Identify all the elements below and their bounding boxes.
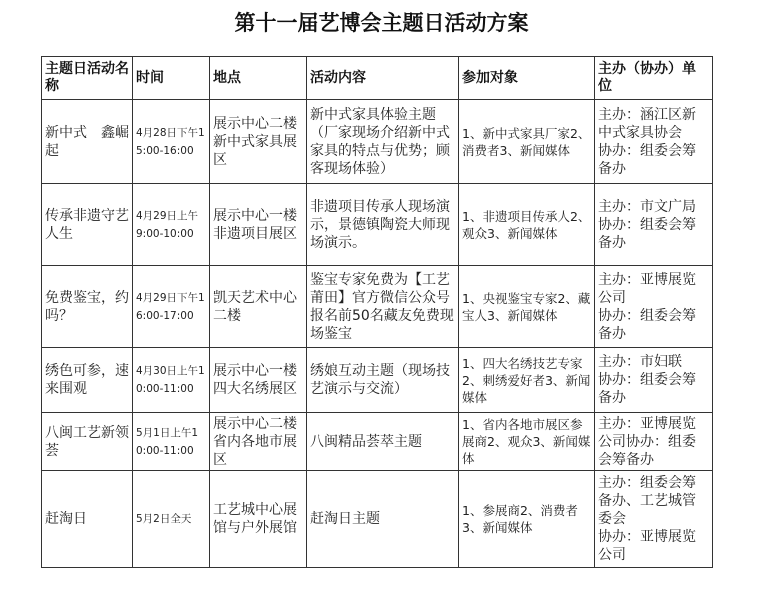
cell-content: 赶淘日主题 bbox=[307, 471, 459, 568]
page-title: 第十一届艺博会主题日活动方案 bbox=[234, 10, 529, 35]
organizer-text bbox=[598, 474, 709, 564]
organizer-text bbox=[598, 353, 709, 407]
table-row bbox=[42, 100, 713, 184]
cell-time: 4月29日下午16:00-17:00 bbox=[133, 266, 210, 348]
table-row bbox=[42, 413, 713, 471]
cell-time: 4月28日下午15:00-16:00 bbox=[133, 100, 210, 184]
cell-content: 绣娘互动主题（现场技艺演示与交流） bbox=[307, 348, 459, 413]
header-time: 时间 bbox=[133, 57, 210, 100]
cell-name: 八闽工艺新领荟 bbox=[42, 413, 133, 471]
cell-audience: 1、参展商2、消费者3、新闻媒体 bbox=[459, 471, 595, 568]
header-organizer: 主办（协办）单位 bbox=[595, 57, 713, 100]
cell-name: 免费鉴宝，约吗？ bbox=[42, 266, 133, 348]
table-row bbox=[42, 184, 713, 266]
organizer-line: 主办：亚博展览公司协办：组委会筹备办 bbox=[598, 415, 696, 468]
organizer-line: 主办：市文广局 bbox=[598, 198, 696, 215]
cell-time: 5月2日全天 bbox=[133, 471, 210, 568]
cell-content: 非遗项目传承人现场演示，景德镇陶瓷大师现场演示。 bbox=[307, 184, 459, 266]
cell-organizer bbox=[595, 471, 713, 568]
organizer-line: 主办：亚博展览公司 bbox=[598, 271, 696, 306]
table-header-row bbox=[42, 57, 713, 100]
cell-content: 八闽精品荟萃主题 bbox=[307, 413, 459, 471]
table-row bbox=[42, 471, 713, 568]
organizer-text bbox=[598, 106, 709, 178]
cell-place: 展示中心二楼省内各地市展区 bbox=[210, 413, 307, 471]
organizer-text bbox=[598, 415, 709, 469]
header-place: 地点 bbox=[210, 57, 307, 100]
organizer-line: 主办：涵江区新中式家具协会 bbox=[598, 106, 696, 141]
cell-audience: 1、新中式家具厂家2、消费者3、新闻媒体 bbox=[459, 100, 595, 184]
cell-organizer bbox=[595, 100, 713, 184]
cell-organizer bbox=[595, 348, 713, 413]
organizer-text bbox=[598, 271, 709, 343]
organizer-line: 协办：组委会筹备办 bbox=[598, 307, 696, 342]
header-audience: 参加对象 bbox=[459, 57, 595, 100]
cell-place: 展示中心一楼非遗项目展区 bbox=[210, 184, 307, 266]
cell-time: 5月1日上午10:00-11:00 bbox=[133, 413, 210, 471]
table-row bbox=[42, 348, 713, 413]
cell-audience: 1、央视鉴宝专家2、藏宝人3、新闻媒体 bbox=[459, 266, 595, 348]
cell-place: 展示中心二楼新中式家具展区 bbox=[210, 100, 307, 184]
cell-organizer bbox=[595, 184, 713, 266]
organizer-text bbox=[598, 198, 709, 252]
cell-audience: 1、四大名绣技艺专家2、刺绣爱好者3、新闻媒体 bbox=[459, 348, 595, 413]
cell-place: 凯天艺术中心二楼 bbox=[210, 266, 307, 348]
organizer-line: 协办：组委会筹备办 bbox=[598, 142, 696, 177]
cell-time: 4月30日上午10:00-11:00 bbox=[133, 348, 210, 413]
header-content: 活动内容 bbox=[307, 57, 459, 100]
cell-name: 赶淘日 bbox=[42, 471, 133, 568]
cell-organizer bbox=[595, 413, 713, 471]
organizer-line: 协办：组委会筹备办 bbox=[598, 372, 696, 406]
cell-name: 传承非遗守艺人生 bbox=[42, 184, 133, 266]
activity-table bbox=[41, 56, 713, 568]
cell-content: 新中式家具体验主题（厂家现场介绍新中式家具的特点与优势；顾客现场体验） bbox=[307, 100, 459, 184]
organizer-line: 协办：亚博展览公司 bbox=[598, 529, 696, 563]
cell-name: 绣色可参，速来围观 bbox=[42, 348, 133, 413]
organizer-line: 主办：市妇联 bbox=[598, 354, 682, 370]
cell-place: 工艺城中心展馆与户外展馆 bbox=[210, 471, 307, 568]
cell-place: 展示中心一楼四大名绣展区 bbox=[210, 348, 307, 413]
cell-organizer bbox=[595, 266, 713, 348]
table-row bbox=[42, 266, 713, 348]
header-name: 主题日活动名称 bbox=[42, 57, 133, 100]
cell-audience: 1、非遗项目传承人2、观众3、新闻媒体 bbox=[459, 184, 595, 266]
cell-name: 新中式 鑫崛起 bbox=[42, 100, 133, 184]
organizer-line: 主办：组委会筹备办、工艺城管委会 bbox=[598, 475, 696, 527]
organizer-line: 协办：组委会筹备办 bbox=[598, 216, 696, 251]
cell-content: 鉴宝专家免费为【工艺莆田】官方微信公众号报名前50名藏友免费现场鉴宝 bbox=[307, 266, 459, 348]
cell-audience: 1、省内各地市展区参展商2、观众3、新闻媒体 bbox=[459, 413, 595, 471]
cell-time: 4月29日上午9:00-10:00 bbox=[133, 184, 210, 266]
